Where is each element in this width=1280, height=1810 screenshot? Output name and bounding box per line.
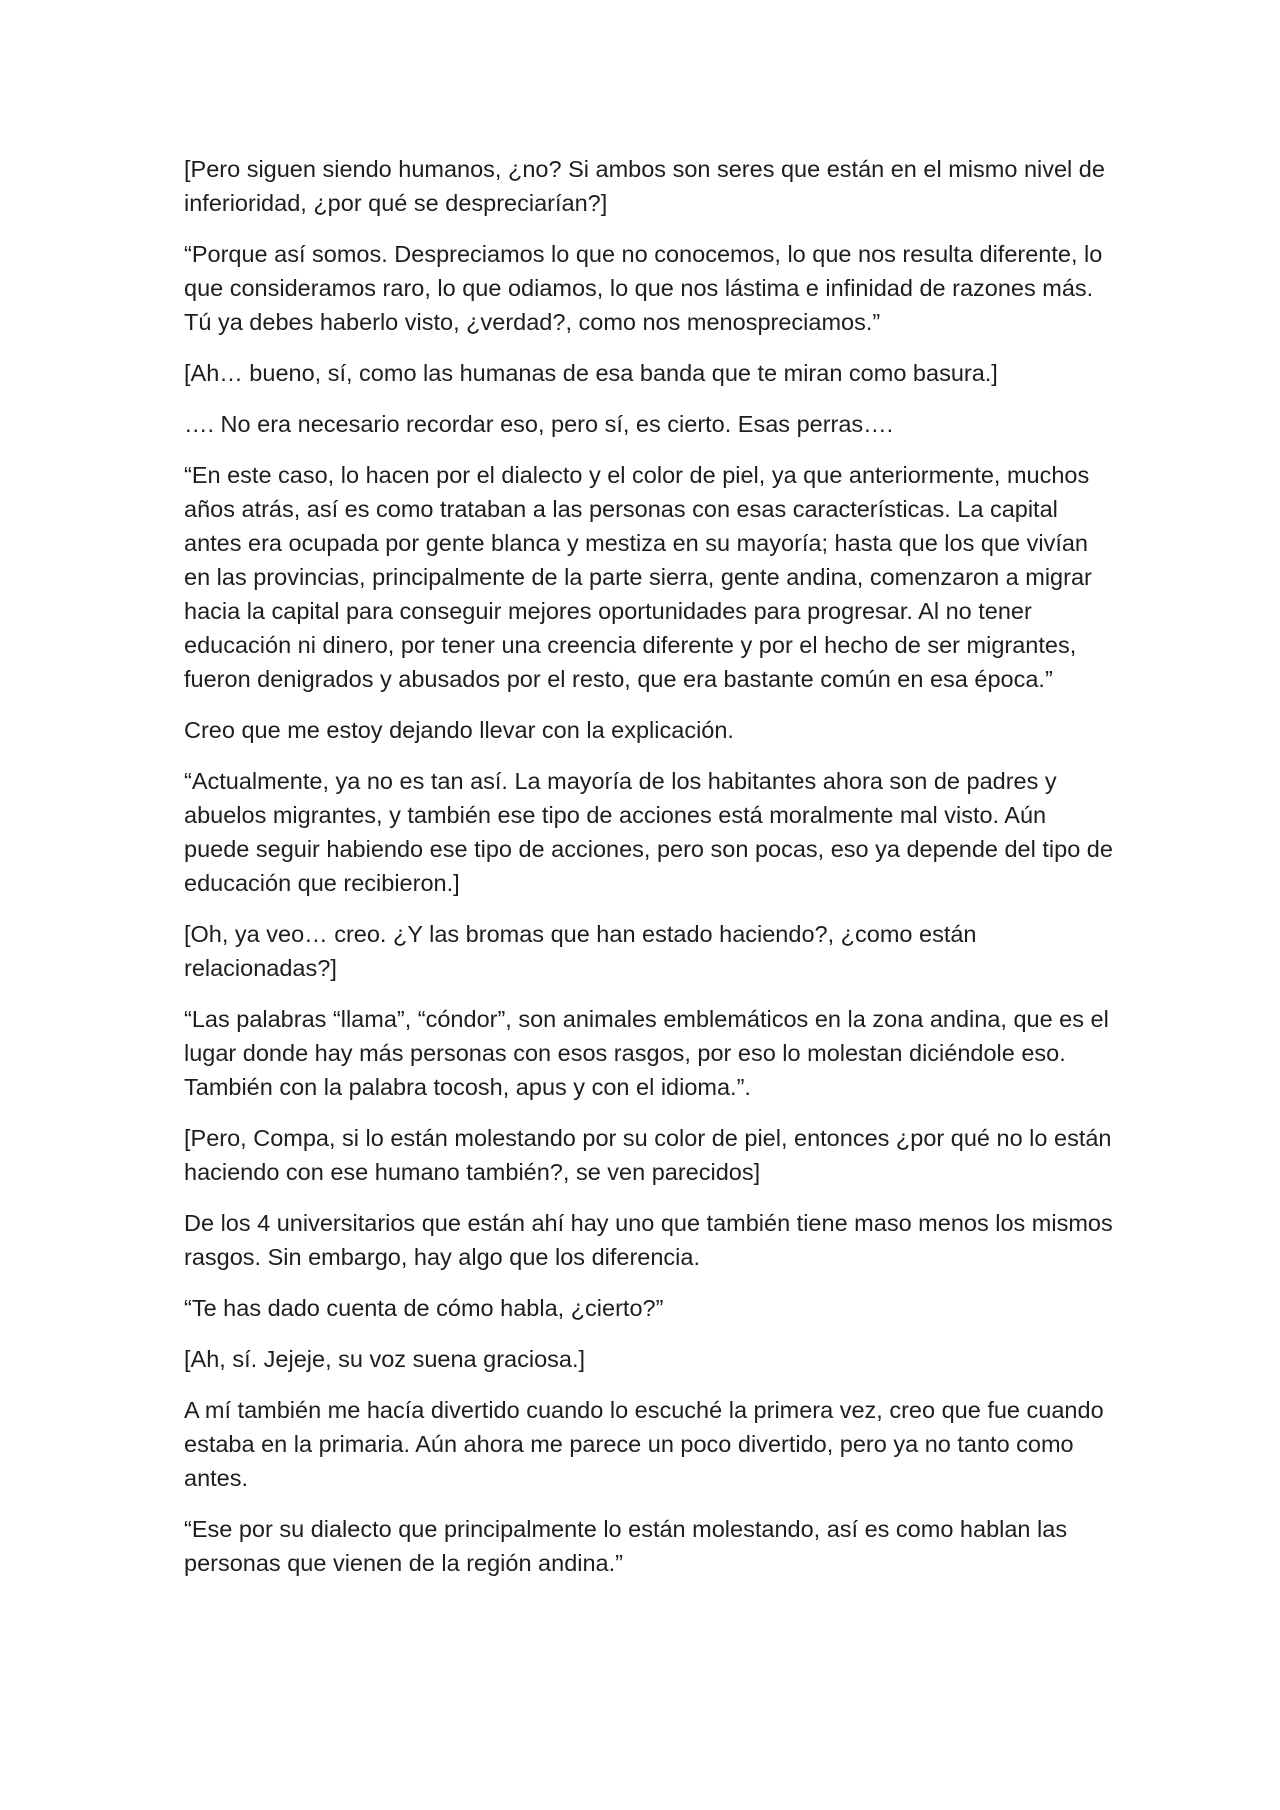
paragraph-15: “Ese por su dialecto que principalmente lo están molestando, así es como hablan las personas que vienen de la región andina.” (184, 1516, 1068, 1576)
paragraph-4: …. No era necesario recordar eso, pero sí, es cierto. Esas perras…. (184, 411, 894, 437)
paragraph-14: A mí también me hacía divertido cuando lo escuché la primera vez, creo que fue cuando estaba en la primaria. Aún ahora me parece un poco divertido, pero ya no tanto como antes. (184, 1397, 1104, 1491)
paragraph-9: “Las palabras “llama”, “cóndor”, son animales emblemáticos en la zona andina, que es el lugar donde hay más personas con esos rasgos, por eso lo molestan diciéndole eso. También con la palabra tocosh, apus y con el idioma.”. (184, 1006, 1109, 1100)
paragraph-1: [Pero siguen siendo humanos, ¿no? Si ambos son seres que están en el mismo nivel de inferioridad, ¿por qué se despreciarían?] (184, 156, 1105, 216)
paragraph-3: [Ah… bueno, sí, como las humanas de esa banda que te miran como basura.] (184, 360, 998, 386)
paragraph-11: De los 4 universitarios que están ahí hay uno que también tiene maso menos los mismos rasgos. Sin embargo, hay algo que los diferencia. (184, 1210, 1113, 1270)
paragraph-7: “Actualmente, ya no es tan así. La mayoría de los habitantes ahora son de padres y abuelos migrantes, y también ese tipo de acciones está moralmente mal visto. Aún puede seguir habiendo ese tipo de acciones, pero son pocas, eso ya depende del tipo de educación que recibieron.] (184, 768, 1113, 896)
paragraph-5: “En este caso, lo hacen por el dialecto y el color de piel, ya que anteriormente, muchos años atrás, así es como trataban a las personas con esas características. La capital antes era ocupada por gente blanca y mestiza en su mayoría; hasta que los que vivían en las provincias, principalmente de la parte sierra, gente andina, comenzaron a migrar hacia la capital para conseguir mejores oportunidades para progresar. Al no tener educación ni dinero, por tener una creencia diferente y por el hecho de ser migrantes, fueron denigrados y abusados por el resto, que era bastante común en esa época.” (184, 462, 1092, 692)
paragraph-8: [Oh, ya veo… creo. ¿Y las bromas que han estado haciendo?, ¿como están relacionadas?] (184, 921, 977, 981)
document-body (184, 152, 1114, 1597)
paragraph-2: “Porque así somos. Despreciamos lo que no conocemos, lo que nos resulta diferente, lo que consideramos raro, lo que odiamos, lo que nos lástima e infinidad de razones más. Tú ya debes haberlo visto, ¿verdad?, como nos menospreciamos.” (184, 241, 1103, 335)
paragraph-6: Creo que me estoy dejando llevar con la explicación. (184, 717, 734, 743)
paragraph-13: [Ah, sí. Jejeje, su voz suena graciosa.] (184, 1346, 586, 1372)
paragraph-10: [Pero, Compa, si lo están molestando por su color de piel, entonces ¿por qué no lo están haciendo con ese humano también?, se ven parecidos] (184, 1125, 1112, 1185)
paragraph-12: “Te has dado cuenta de cómo habla, ¿cierto?” (184, 1295, 664, 1321)
